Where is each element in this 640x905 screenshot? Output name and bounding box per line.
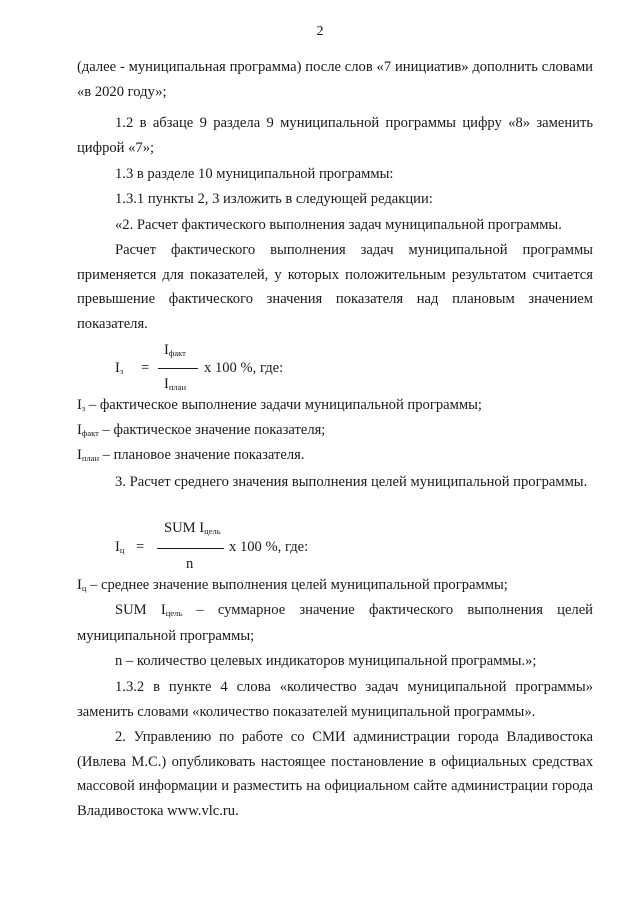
formula1-lhs-sub: з [119, 366, 124, 376]
paragraph-item-2-title: «2. Расчет фактического выполнения задач муниципальной программы. [115, 217, 562, 233]
definition-i-plan: Iплан – плановое значение показателя. [77, 447, 305, 463]
formula1-numerator: I [164, 342, 169, 358]
formula2-fraction-line [157, 548, 224, 549]
definition-n: n – количество целевых индикаторов муниципальной программы.»; [115, 653, 537, 669]
definition-i-c: Iц – среднее значение выполнения целей муниципальной программы; [77, 577, 508, 593]
definition-i-fact: Iфакт – фактическое значение показателя; [77, 422, 326, 438]
formula1-denominator: I [164, 376, 169, 392]
formula2-lhs: I [115, 539, 120, 555]
page-number: 2 [316, 24, 324, 39]
formula2-numerator: SUM I [164, 520, 205, 536]
paragraph-1-3: 1.3 в разделе 10 муниципальной программы: [115, 166, 394, 182]
formula1-denominator-sub: план [168, 382, 186, 392]
paragraph-item-3: 3. Расчет среднего значения выполнения целей муниципальной программы. [115, 474, 588, 490]
formula1-lhs: I [115, 360, 120, 376]
formula1-eq: = [141, 360, 150, 376]
paragraph-1-3-2: 1.3.2 в пункте 4 слова «количество задач муниципальной программы» заменить словами «количество показателей муниципальной программы». [77, 679, 593, 720]
formula2-denominator: n [186, 556, 194, 572]
paragraph-2: 2. Управлению по работе со СМИ администрации города Владивостока (Ивлева М.С.) опубликовать настоящее постановление в официальных средствах массовой информации и разместить на официальном сайте администрации города Владивостока www.vlc.ru. [77, 729, 593, 819]
formula2-lhs-sub: ц [119, 545, 125, 555]
paragraph-continuation: (далее - муниципальная программа) после слов «7 инициатив» дополнить словами «в 2020 году»; [77, 59, 593, 100]
definition-sum-i: SUM Iцель – суммарное значение фактического выполнения целей муниципальной программы; [77, 602, 593, 644]
formula2-tail: х 100 %, где: [229, 539, 309, 555]
formula1-numerator-sub: факт [168, 348, 186, 358]
formula2-eq: = [136, 539, 145, 555]
formula1-tail: х 100 %, где: [204, 360, 284, 376]
definition-i-z: Iз – фактическое выполнение задачи муниципальной программы; [77, 397, 482, 413]
paragraph-1-2: 1.2 в абзаце 9 раздела 9 муниципальной программы цифру «8» заменить цифрой «7»; [77, 115, 593, 156]
formula2-numerator-sub: цель [204, 526, 221, 536]
formula1-fraction-line [158, 368, 198, 369]
paragraph-1-3-1: 1.3.1 пункты 2, 3 изложить в следующей редакции: [115, 191, 433, 207]
paragraph-item-2-body: Расчет фактического выполнения задач муниципальной программы применяется для показателей, у которых положительным результатом считается превышение фактического значения показателя над плановым значением показателя. [77, 242, 593, 332]
